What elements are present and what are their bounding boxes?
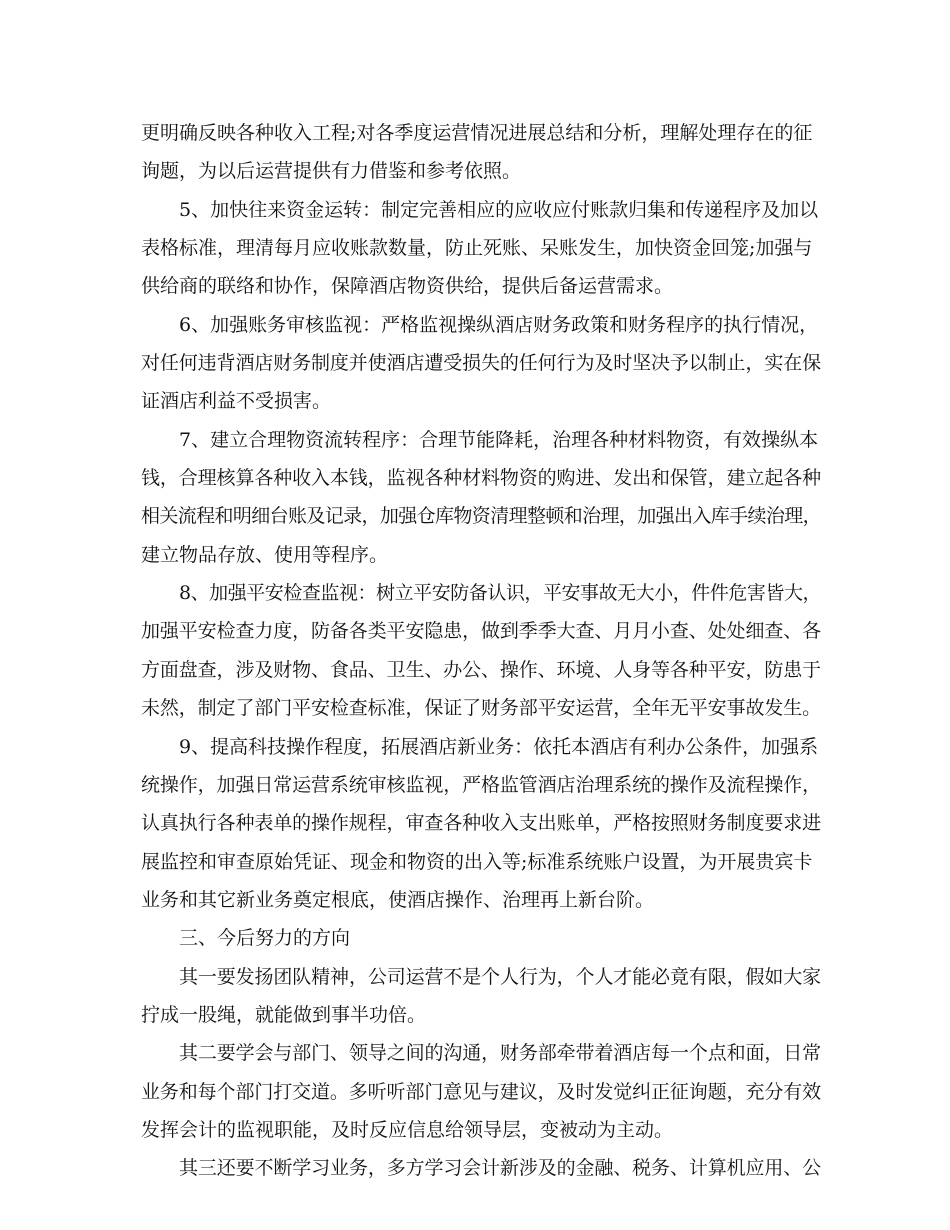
- text-line: 未然，制定了部门平安检查标准，保证了财务部平安运营，全年无平安事故发生。: [141, 697, 822, 720]
- text-line: 建立物品存放、使用等程序。: [141, 543, 389, 566]
- text-line: 7、建立合理物资流转程序：合理节能降耗，治理各种材料物资，有效操纵本: [179, 428, 819, 451]
- text-line: 其三还要不断学习业务，多方学习会计新涉及的金融、税务、计算机应用、公: [179, 1157, 822, 1180]
- document-body: [141, 114, 821, 1188]
- text-line: 表格标准，理清每月应收账款数量，防止死账、呆账发生，加快资金回笼;加强与: [141, 237, 813, 260]
- text-line: 相关流程和明细台账及记录，加强仓库物资清理整顿和治理，加强出入库手续治理，: [141, 505, 822, 528]
- text-line: 拧成一股绳，就能做到事半功倍。: [141, 1003, 427, 1026]
- text-line: 5、加快往来资金运转：制定完善相应的应收应付账款归集和传递程序及加以: [179, 198, 819, 221]
- text-line: 9、提高科技操作程度，拓展酒店新业务：依托本酒店有利办公条件，加强系: [179, 735, 819, 758]
- text-line: 钱，合理核算各种收入本钱，监视各种材料物资的购进、发出和保管，建立起各种: [141, 467, 822, 490]
- text-line: 证酒店利益不受损害。: [141, 390, 332, 413]
- text-line: 方面盘查，涉及财物、食品、卫生、办公、操作、环境、人身等各种平安，防患于: [141, 658, 822, 681]
- text-line: 加强平安检查力度，防备各类平安隐患，做到季季大查、月月小查、处处细查、各: [141, 620, 822, 643]
- text-line: 更明确反映各种收入工程;对各季度运营情况进展总结和分析，理解处理存在的征: [141, 122, 813, 144]
- text-line: 8、加强平安检查监视：树立平安防备认识，平安事故无大小，件件危害皆大，: [179, 582, 822, 605]
- text-line: 询题，为以后运营提供有力借鉴和参考依照。: [141, 160, 522, 183]
- text-line: 供给商的联络和协作，保障酒店物资供给，提供后备运营需求。: [141, 275, 674, 298]
- text-line: 统操作，加强日常运营系统审核监视，严格监管酒店治理系统的操作及流程操作，: [141, 773, 822, 796]
- text-line: 展监控和审查原始凭证、现金和物资的出入等;标准系统账户设置，为开展贵宾卡: [141, 850, 813, 873]
- text-line: 对任何违背酒店财务制度并使酒店遭受损失的任何行为及时坚决予以制止，实在保: [141, 352, 822, 375]
- text-line: 业务和其它新业务奠定根底，使酒店操作、治理再上新台阶。: [141, 888, 655, 911]
- text-line: 三、今后努力的方向: [179, 927, 351, 950]
- text-line: 6、加强账务审核监视：严格监视操纵酒店财务政策和财务程序的执行情况，: [179, 313, 819, 336]
- text-line: 其二要学会与部门、领导之间的沟通，财务部牵带着酒店每一个点和面，日常: [179, 1042, 822, 1065]
- text-line: 认真执行各种表单的操作规程，审查各种收入支出账单，严格按照财务制度要求进: [141, 812, 822, 835]
- text-line: 发挥会计的监视职能，及时反应信息给领导层，变被动为主动。: [141, 1118, 674, 1141]
- text-line: 其一要发扬团队精神，公司运营不是个人行为，个人才能必竟有限，假如大家: [179, 965, 822, 988]
- text-line: 业务和每个部门打交道。多听听部门意见与建议，及时发觉纠正征询题，充分有效: [141, 1080, 822, 1103]
